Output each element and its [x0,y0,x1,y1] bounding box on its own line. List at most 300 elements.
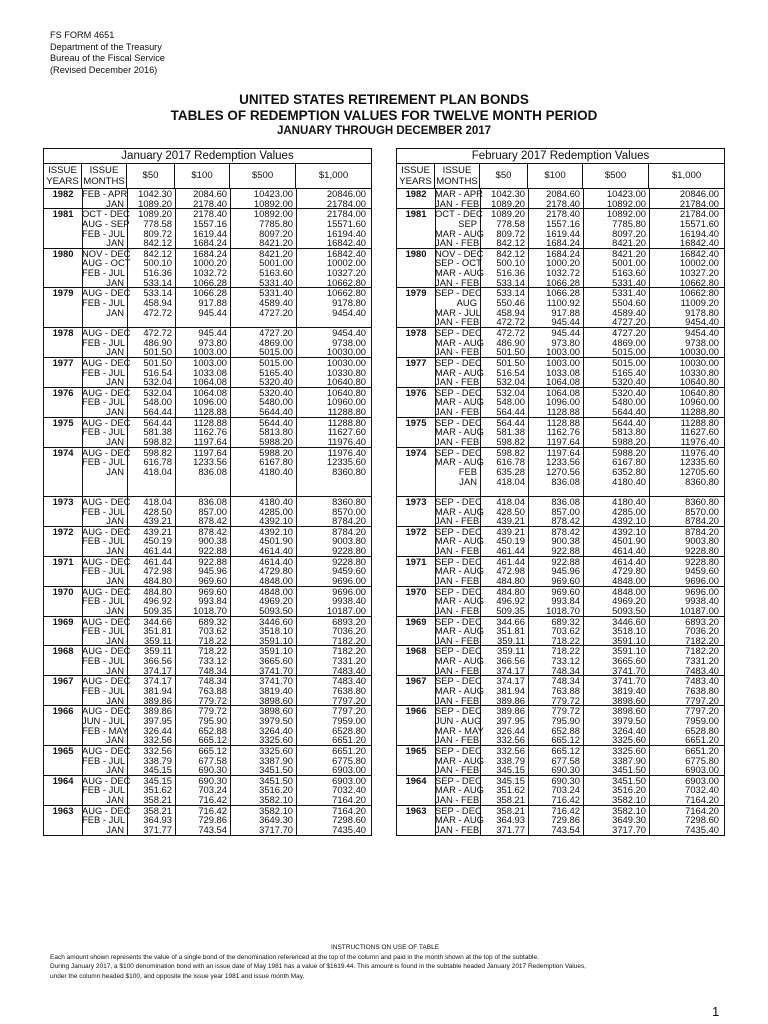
value-50: 345.15 [143,774,172,786]
value-100: 836.08 [551,495,580,507]
value-500: 3741.70 [612,664,646,676]
value-1000: 7959.00 [332,714,366,726]
value-500: 4869.00 [259,336,293,348]
value-500: 10892.00 [253,197,293,209]
value-50: 418.04 [143,495,172,507]
year-group-1964 [44,776,371,806]
value-500: 5163.60 [259,267,293,279]
value-50: 332.56 [143,734,172,746]
year-group-1965 [397,746,724,776]
value-50: 598.82 [496,446,525,458]
issue-months: SEP - DEC [435,356,482,368]
value-500: 10423.00 [606,188,646,199]
value-50: 397.95 [143,714,172,726]
value-100: 748.34 [551,675,580,687]
table-row [397,199,724,209]
value-500: 8421.20 [259,247,293,259]
value-500: 5504.60 [612,297,646,309]
header-denom-500: $500 [230,164,296,188]
table-row [44,467,371,477]
value-1000: 7797.20 [332,694,366,706]
value-500: 4285.00 [612,505,646,517]
issue-months: JAN - FEB [435,574,480,586]
value-100: 969.60 [551,574,580,586]
value-100: 665.12 [198,744,227,756]
year-group-1970 [397,587,724,617]
issue-months: JAN - FEB [435,545,480,557]
issue-months: SEP - DEC [435,446,482,458]
header-denom-1000: $1,000 [671,170,702,181]
table-row [397,377,724,387]
table-row [44,795,371,805]
value-50: 564.44 [143,406,172,418]
header-denom-100: $100 [528,164,583,188]
value-1000: 7797.20 [685,694,719,706]
issue-months: SEP - DEC [435,495,482,507]
issue-months: AUG - DEC [82,804,131,816]
value-100: 1619.44 [193,227,227,239]
value-100: 1128.88 [193,406,227,418]
value-500: 10423.00 [253,188,293,199]
year-group-1982 [397,189,724,209]
issue-months: SEP - DEC [435,615,482,627]
value-50: 500.10 [496,257,525,269]
value-500: 3591.10 [259,645,293,657]
value-50: 450.19 [496,535,525,547]
issue-months: MAR - AUG [435,685,484,697]
value-500: 5320.40 [259,386,293,398]
value-50: 359.11 [144,634,172,646]
table-row [44,735,371,745]
value-50: 418.04 [496,495,525,507]
issue-year: 1965 [405,744,427,756]
value-100: 1032.72 [546,267,580,279]
value-100: 1619.44 [546,227,580,239]
issue-months: MAR - AUG [435,366,484,378]
value-500: 7785.80 [612,217,646,229]
header-issue-years: ISSUE YEARS [44,164,82,188]
value-100: 1064.08 [546,376,580,388]
value-50: 345.15 [143,764,172,776]
value-50: 501.50 [143,346,172,358]
value-1000: 8570.00 [685,505,719,517]
value-1000: 10960.00 [326,396,366,408]
issue-year: 1974 [52,446,74,458]
value-1000: 6775.80 [332,754,366,766]
issue-months: JAN [106,465,124,477]
issue-months: MAR - AUG [435,267,484,279]
value-500: 3325.60 [612,734,646,746]
value-100: 703.24 [551,784,580,796]
year-group-1981 [397,209,724,249]
year-group-1971 [397,557,724,587]
issue-year: 1966 [52,705,74,717]
issue-months: MAR - AUG [435,595,484,607]
issue-months: SEP - DEC [435,287,482,299]
value-100: 703.62 [551,625,580,637]
value-100: 689.32 [198,615,227,627]
value-1000: 6903.00 [685,764,719,776]
value-500: 3451.50 [612,764,646,776]
table-row [44,308,371,318]
value-50: 564.44 [143,416,172,428]
instructions-paragraph-3: under the column headed $100, and opposite the issue year 1981 and issue month May. [50,972,305,980]
value-100: 779.72 [198,694,227,706]
issue-months: SEP - OCT [435,257,482,269]
issue-months: JAN - FEB [435,316,480,328]
value-1000: 10662.80 [326,287,366,299]
value-500: 5015.00 [612,356,646,368]
issue-months: JAN [106,734,124,746]
value-100: 1032.72 [193,267,227,279]
issue-months: MAR - MAY [435,724,484,736]
value-500: 5480.00 [259,396,293,408]
value-1000: 9003.80 [685,535,719,547]
value-50: 397.95 [496,714,525,726]
value-500: 5480.00 [612,396,646,408]
table-row [44,486,371,496]
issue-year: 1970 [52,585,74,597]
issue-year: 1977 [405,356,427,368]
value-500: 3979.50 [259,714,293,726]
value-1000: 10030.00 [679,356,719,368]
issue-year: 1978 [405,326,427,338]
value-1000: 10662.80 [679,276,719,288]
value-50: 389.86 [143,694,172,706]
year-group-1976 [44,388,371,418]
issue-months: FEB - JUL [82,595,126,607]
value-50: 326.44 [143,724,172,736]
value-50: 509.35 [496,604,525,616]
issue-months: FEB - JUL [82,456,126,468]
value-1000: 6775.80 [685,754,719,766]
value-50: 484.80 [496,585,525,597]
year-group-1976 [397,388,724,418]
value-500: 5093.50 [612,604,646,616]
issue-months: JUN - JUL [82,714,126,726]
table-row [397,238,724,248]
issue-months: OCT - DEC [435,208,483,220]
value-50: 366.56 [143,655,172,667]
value-1000: 10030.00 [326,346,366,358]
value-1000: 9459.60 [332,565,366,577]
table-row [397,546,724,556]
value-50: 500.10 [143,257,172,269]
value-500: 4727.20 [259,306,293,318]
issue-months: JAN - FEB [435,694,480,706]
value-1000: 16842.40 [326,237,366,249]
issue-months: SEP - DEC [435,774,482,786]
issue-months: FEB - JUL [82,754,126,766]
value-100: 1003.00 [546,346,580,358]
value-100: 836.08 [198,465,227,477]
value-100: 1233.56 [546,456,580,468]
value-100: 729.86 [551,814,580,826]
header-issue-months: ISSUE MONTHS [82,164,127,188]
value-50: 472.72 [496,326,525,338]
value-500: 3717.70 [259,824,293,835]
value-50: 374.17 [496,675,525,687]
bureau-name: Bureau of the Fiscal Service [50,53,165,64]
value-100: 922.88 [198,545,227,557]
value-1000: 8784.20 [332,515,366,527]
issue-months: MAR - APR [435,188,483,199]
value-1000: 11627.60 [327,426,366,438]
value-100: 1000.20 [546,257,580,269]
value-100: 716.42 [551,794,580,806]
value-1000: 7435.40 [685,824,719,835]
value-100: 733.12 [551,655,580,667]
issue-months: AUG - OCT [82,257,131,269]
value-1000: 9003.80 [332,535,366,547]
value-50: 364.93 [496,814,525,826]
value-50: 374.17 [143,664,172,676]
value-1000: 20846.00 [679,188,719,199]
value-500: 3451.50 [259,774,293,786]
value-100: 690.30 [551,764,580,776]
issue-months: JAN - FEB [435,197,480,209]
value-500: 4848.00 [259,585,293,597]
value-500: 4729.80 [612,565,646,577]
value-1000: 7164.20 [685,794,719,806]
value-50: 1042.30 [491,188,525,199]
value-1000: 11009.20 [680,297,719,309]
value-50: 332.56 [496,744,525,756]
issue-year: 1972 [405,525,427,537]
issue-months: JAN - FEB [435,604,480,616]
instructions-paragraph-1: Each amount shown represents the value of a single bond of the denomination referenced at the top of the column and paid in the month shown at the top of the subtable. [50,953,539,961]
issue-year: 1981 [52,208,74,220]
issue-months: JAN - FEB [435,515,480,527]
value-100: 878.42 [551,515,580,527]
table-row [44,437,371,447]
value-100: 1033.08 [546,366,580,378]
value-50: 358.21 [143,794,172,806]
table-body [397,189,724,835]
value-500: 3446.60 [612,615,646,627]
value-50: 439.21 [143,515,172,527]
year-group-1974 [44,448,371,497]
value-500: 3451.50 [612,774,646,786]
value-500: 5001.00 [612,257,646,269]
value-500: 7785.80 [259,217,293,229]
value-500: 3518.10 [259,625,293,637]
value-1000: 10640.80 [326,376,366,388]
value-50: 548.00 [143,396,172,408]
issue-months: FEB - JUL [82,565,126,577]
year-group-1981 [44,209,371,249]
value-50: 1089.20 [138,208,172,220]
value-1000: 7164.20 [685,804,719,816]
value-500: 3387.90 [259,754,293,766]
value-50: 374.17 [143,675,172,687]
value-50: 458.94 [143,297,172,309]
value-50: 472.72 [143,306,172,318]
year-group-1979 [397,288,724,328]
value-500: 4848.00 [612,585,646,597]
value-1000: 10640.80 [679,376,719,388]
value-1000: 7036.20 [332,625,366,637]
value-1000: 7331.20 [685,655,719,667]
issue-months: AUG - SEP [82,217,130,229]
issue-months: JAN - FEB [435,237,480,249]
issue-months: JUN - AUG [435,714,482,726]
value-100: 690.30 [551,774,580,786]
value-500: 5644.40 [259,416,293,428]
issue-months: AUG - DEC [82,326,131,338]
issue-months: SEP - DEC [435,416,482,428]
issue-months: SEP - DEC [435,525,482,537]
value-500: 3649.30 [612,814,646,826]
issue-months: JAN - FEB [435,406,480,418]
value-50: 472.98 [496,565,525,577]
issue-months: SEP - DEC [435,804,482,816]
issue-months: FEB - JUL [82,267,126,279]
value-500: 3516.20 [259,784,293,796]
year-group-1977 [397,358,724,388]
issue-months: SEP - DEC [435,675,482,687]
value-1000: 7483.40 [332,675,366,687]
value-50: 778.58 [496,217,525,229]
value-100: 1003.00 [546,356,580,368]
value-100: 1003.00 [193,346,227,358]
value-100: 665.12 [551,744,580,756]
value-1000: 9228.80 [685,545,719,557]
value-1000: 11976.40 [680,436,719,448]
value-1000: 6893.20 [332,615,366,627]
header-denom-50: $50 [127,164,175,188]
value-50: 533.14 [143,276,172,288]
table-row [44,576,371,586]
table-row [397,666,724,676]
value-500: 4614.40 [259,545,293,557]
value-100: 1557.16 [546,217,580,229]
value-500: 4729.80 [259,565,293,577]
value-100: 1684.24 [546,247,580,259]
value-500: 3325.60 [259,734,293,746]
instructions [50,943,720,981]
value-1000: 9696.00 [332,585,366,597]
issue-months: OCT - DEC [82,208,130,220]
year-group-1977 [44,358,371,388]
issue-year: 1968 [52,645,74,657]
year-group-1966 [44,706,371,746]
table-row [44,546,371,556]
value-500: 5001.00 [259,257,293,269]
value-100: 1033.08 [193,366,227,378]
issue-months: AUG - DEC [82,287,131,299]
value-1000: 21784.00 [679,208,719,220]
value-100: 2178.40 [546,208,580,220]
value-1000: 7435.40 [332,824,366,835]
year-group-1965 [44,746,371,776]
value-100: 2084.60 [193,188,227,199]
issue-year: 1967 [52,675,74,687]
issue-year: 1965 [52,744,74,756]
value-100: 743.54 [198,824,227,835]
form-header [50,30,165,76]
value-100: 703.24 [198,784,227,796]
value-50: 533.14 [496,287,525,299]
table-row [397,696,724,706]
header-denom-1000: $1,000 [318,170,349,181]
table-row [397,407,724,417]
issue-months: SEP - DEC [435,386,482,398]
issue-months: FEB - JUL [82,685,126,697]
value-100: 1066.28 [193,276,227,288]
value-50: 484.80 [143,585,172,597]
issue-months: MAR - AUG [435,655,484,667]
value-50: 484.80 [143,574,172,586]
value-500: 5015.00 [259,346,293,358]
value-1000: 15571.60 [679,217,719,229]
value-500: 3898.60 [259,694,293,706]
value-100: 945.44 [198,326,227,338]
value-100: 1128.88 [193,416,227,428]
value-50: 809.72 [496,227,525,239]
value-50: 842.12 [143,247,172,259]
value-100: 795.90 [551,714,580,726]
issue-months: FEB - JUL [82,366,126,378]
issue-months: AUG - DEC [82,416,131,428]
value-50: 345.15 [496,764,525,776]
value-1000: 6893.20 [685,615,719,627]
value-500: 5644.40 [612,406,646,418]
issue-months: FEB - APR [82,188,128,199]
value-1000: 9938.40 [685,595,719,607]
issue-months: SEP - DEC [435,326,482,338]
value-100: 1197.64 [193,436,227,448]
value-100: 945.44 [551,316,580,328]
issue-months: JAN [106,306,124,318]
value-50: 532.04 [143,376,172,388]
value-50: 366.56 [496,655,525,667]
value-100: 779.72 [551,705,580,717]
value-100: 1064.08 [193,376,227,388]
value-100: 969.60 [551,585,580,597]
value-50: 496.92 [143,595,172,607]
value-100: 716.42 [198,804,227,816]
header-denom-50: $50 [480,164,528,188]
value-100: 1162.76 [193,426,227,438]
value-50: 344.66 [143,615,172,627]
value-1000: 10330.80 [679,366,719,378]
issue-months: FEB - MAY [82,724,129,736]
issue-months: AUG - DEC [82,774,131,786]
value-500: 3741.70 [259,664,293,676]
value-1000: 7182.20 [332,645,366,657]
value-50: 1089.20 [138,197,172,209]
value-100: 1066.28 [546,287,580,299]
value-100: 690.30 [198,774,227,786]
value-500: 4589.40 [612,306,646,318]
value-50: 532.04 [496,376,525,388]
value-1000: 10662.80 [326,276,366,288]
value-100: 703.62 [198,625,227,637]
value-1000: 10030.00 [679,346,719,358]
value-1000: 9228.80 [685,555,719,567]
year-group-1975 [44,418,371,448]
year-group-1979 [44,288,371,328]
value-500: 4589.40 [259,297,293,309]
value-100: 900.38 [551,535,580,547]
value-100: 836.08 [198,495,227,507]
value-50: 418.04 [143,465,172,477]
table-row [397,735,724,745]
issue-year: 1981 [405,208,427,220]
column-header-row [397,164,724,189]
value-500: 5813.80 [612,426,646,438]
